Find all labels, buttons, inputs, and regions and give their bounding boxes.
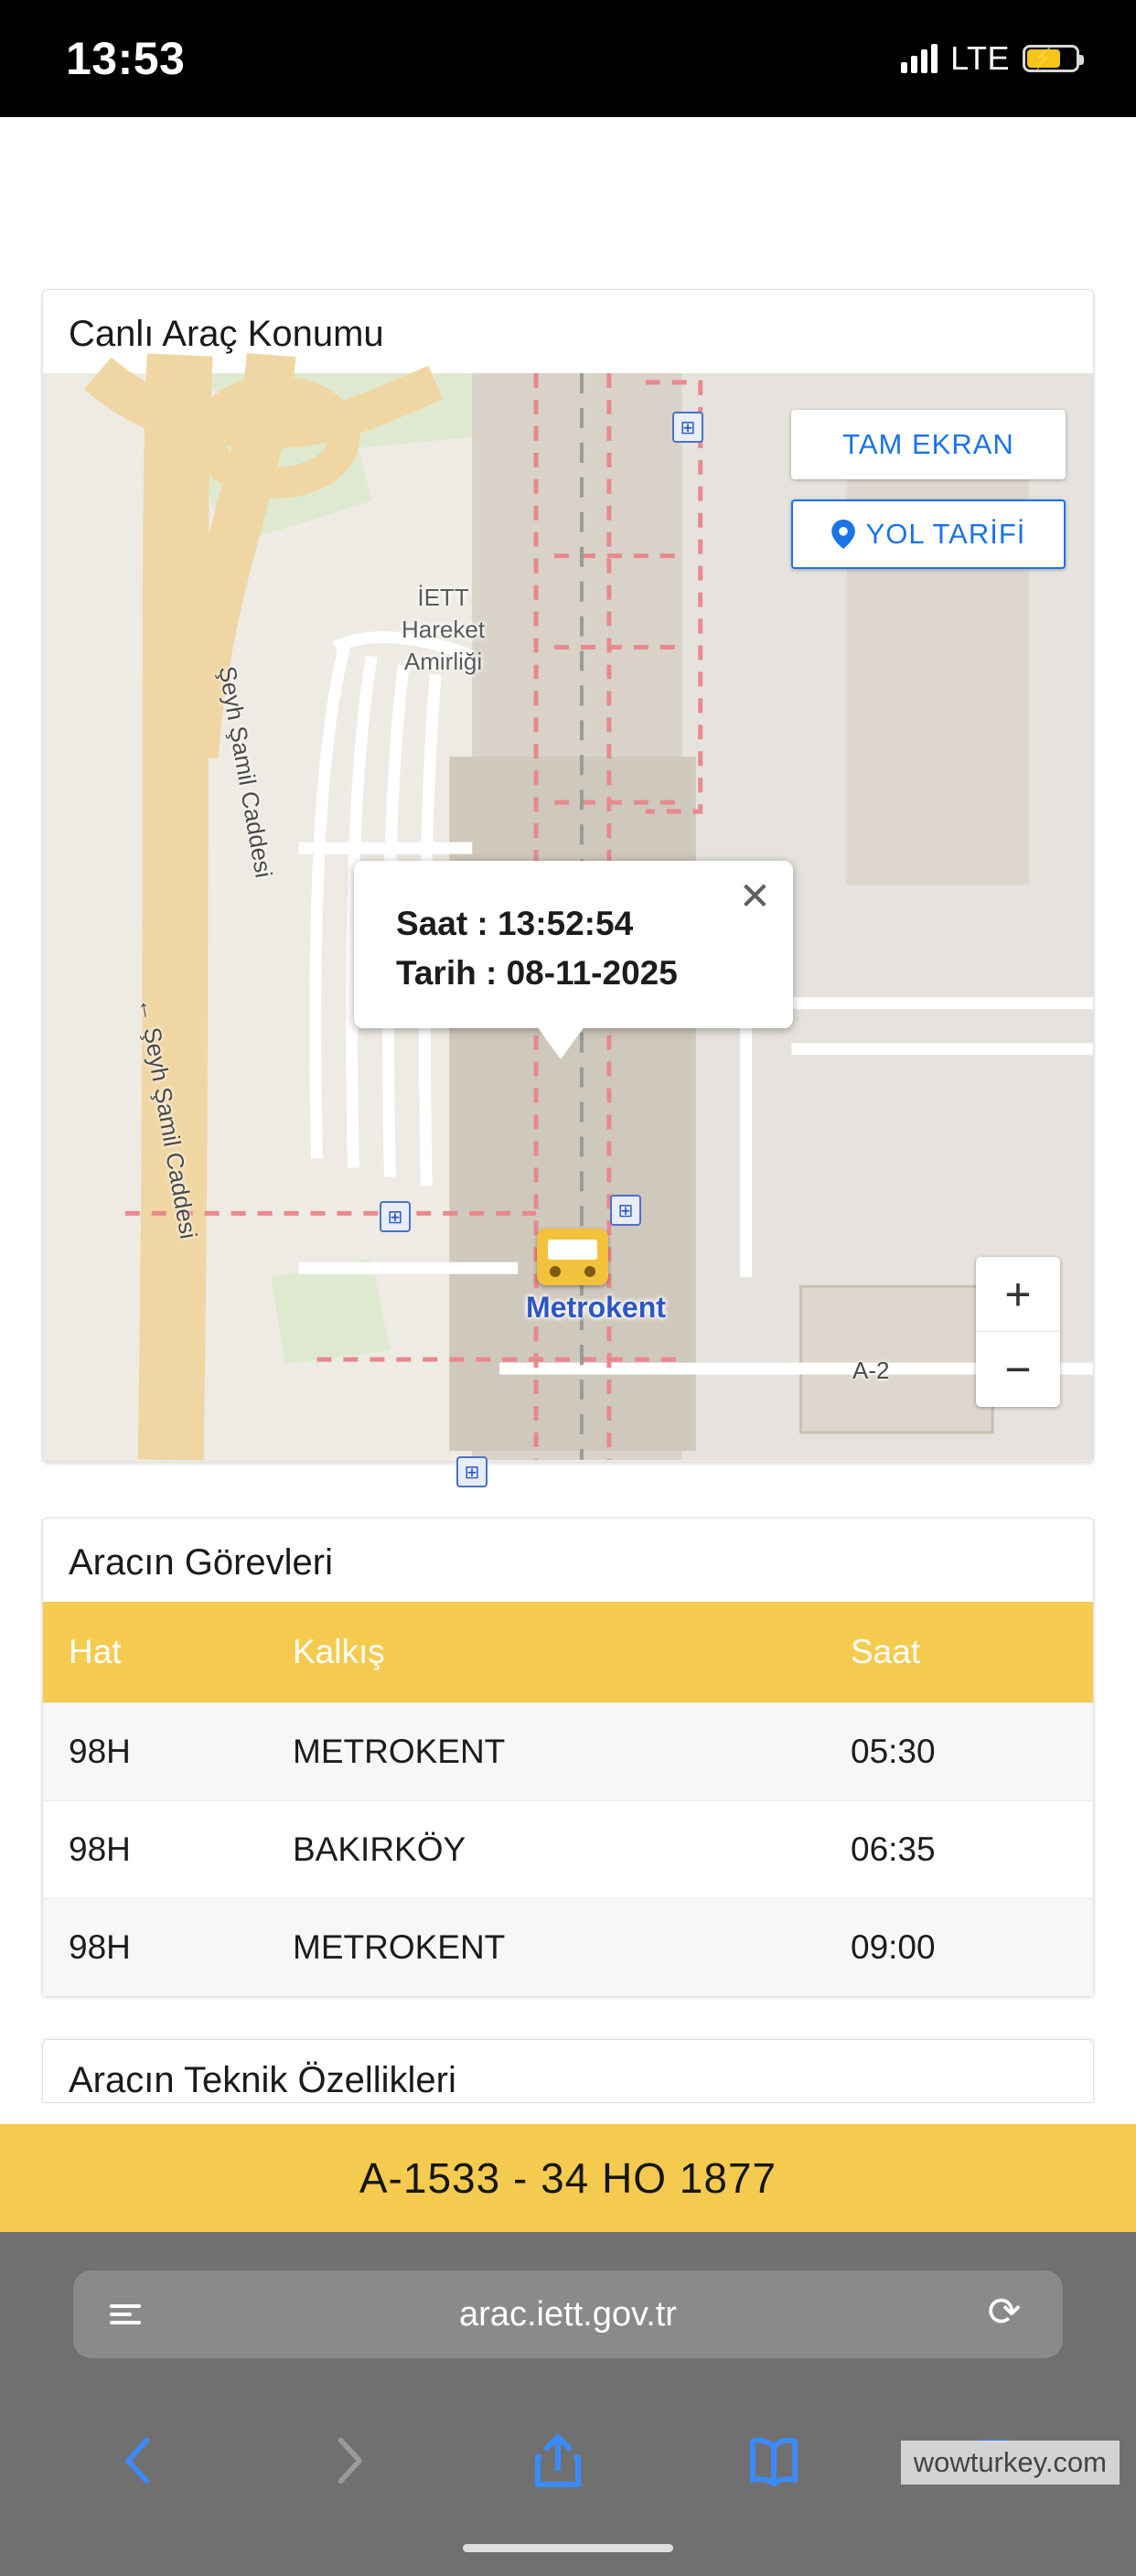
cell-kalkis: METROKENT — [267, 1899, 825, 1997]
map-station-label: Metrokent — [526, 1291, 666, 1324]
share-icon[interactable] — [533, 2433, 583, 2488]
status-time: 13:53 — [66, 33, 186, 84]
table-row — [43, 1899, 1093, 1997]
watermark-label: wowturkey.com — [901, 2441, 1120, 2485]
signal-bars-icon — [901, 44, 938, 73]
table-header-row — [43, 1602, 1093, 1703]
cell-kalkis: BAKIRKÖY — [267, 1801, 825, 1899]
reload-icon[interactable]: ⟳ — [987, 2290, 1022, 2334]
vehicle-specs-card — [42, 2039, 1094, 2103]
status-indicators — [901, 39, 1079, 78]
home-indicator — [463, 2544, 673, 2552]
column-header-kalkis: Kalkış — [267, 1602, 825, 1703]
close-icon[interactable]: ✕ — [738, 875, 771, 918]
zoom-in-button[interactable]: + — [976, 1257, 1060, 1332]
bubble-date-line: Tarih : 08-11-2025 — [396, 953, 678, 992]
cell-hat: 98H — [43, 1899, 267, 1997]
map-street-label-1: Şeyh Şamil Caddesi — [213, 664, 278, 880]
specs-card-title: Aracın Teknik Özellikleri — [69, 2060, 456, 2100]
table-row — [43, 1703, 1093, 1801]
page-body — [0, 117, 1136, 2576]
transit-icon-3: ⊞ — [610, 1195, 641, 1226]
reader-settings-icon[interactable] — [110, 2304, 154, 2324]
status-bar — [0, 0, 1136, 117]
cell-saat: 05:30 — [825, 1703, 1093, 1801]
cell-kalkis: METROKENT — [267, 1703, 825, 1801]
zoom-out-button[interactable]: − — [1004, 1344, 1032, 1395]
directions-button[interactable] — [791, 499, 1066, 569]
battery-charging-icon: ⚡ — [1023, 45, 1079, 72]
network-type-label: LTE — [950, 39, 1010, 77]
vehicle-tasks-card — [42, 1518, 1094, 1997]
location-pin-icon — [831, 520, 855, 549]
back-chevron-icon[interactable] — [119, 2435, 161, 2486]
map-street-label-2: ← Şeyh Şamil Caddesi — [133, 995, 203, 1241]
tasks-table — [43, 1602, 1093, 1996]
directions-button-label: YOL TARİFİ — [865, 518, 1026, 550]
transit-icon-1: ⊞ — [672, 412, 703, 443]
cell-hat: 98H — [43, 1801, 267, 1899]
vehicle-info-bubble — [354, 861, 793, 1028]
bus-marker-icon[interactable] — [537, 1229, 608, 1285]
cell-saat: 09:00 — [825, 1899, 1093, 1997]
map-building-label: A-2 — [852, 1357, 890, 1384]
table-row — [43, 1801, 1093, 1899]
vehicle-plate-banner: A-1533 - 34 HO 1877 — [0, 2124, 1136, 2232]
transit-icon-4: ⊞ — [456, 1456, 488, 1487]
column-header-hat: Hat — [43, 1602, 267, 1703]
browser-chrome — [0, 2232, 1136, 2576]
book-icon[interactable] — [747, 2435, 800, 2486]
bubble-time-line: Saat : 13:52:54 — [396, 905, 634, 942]
cell-hat: 98H — [43, 1703, 267, 1801]
zoom-controls[interactable] — [976, 1257, 1060, 1407]
transit-icon-2: ⊞ — [380, 1201, 411, 1232]
url-bar[interactable] — [73, 2270, 1063, 2358]
fullscreen-button[interactable]: TAM EKRAN — [791, 410, 1066, 479]
forward-chevron-icon — [327, 2435, 369, 2486]
map-canvas[interactable] — [43, 373, 1093, 1483]
column-header-saat: Saat — [825, 1602, 1093, 1703]
live-vehicle-location-card — [42, 289, 1094, 1483]
map-card-title: Canlı Araç Konumu — [69, 314, 384, 354]
cell-saat: 06:35 — [825, 1801, 1093, 1899]
map-poi-label: İETT Hareket Amirliği — [402, 584, 486, 676]
tasks-card-title: Aracın Görevleri — [69, 1542, 333, 1583]
url-text[interactable]: arac.iett.gov.tr — [459, 2294, 677, 2334]
